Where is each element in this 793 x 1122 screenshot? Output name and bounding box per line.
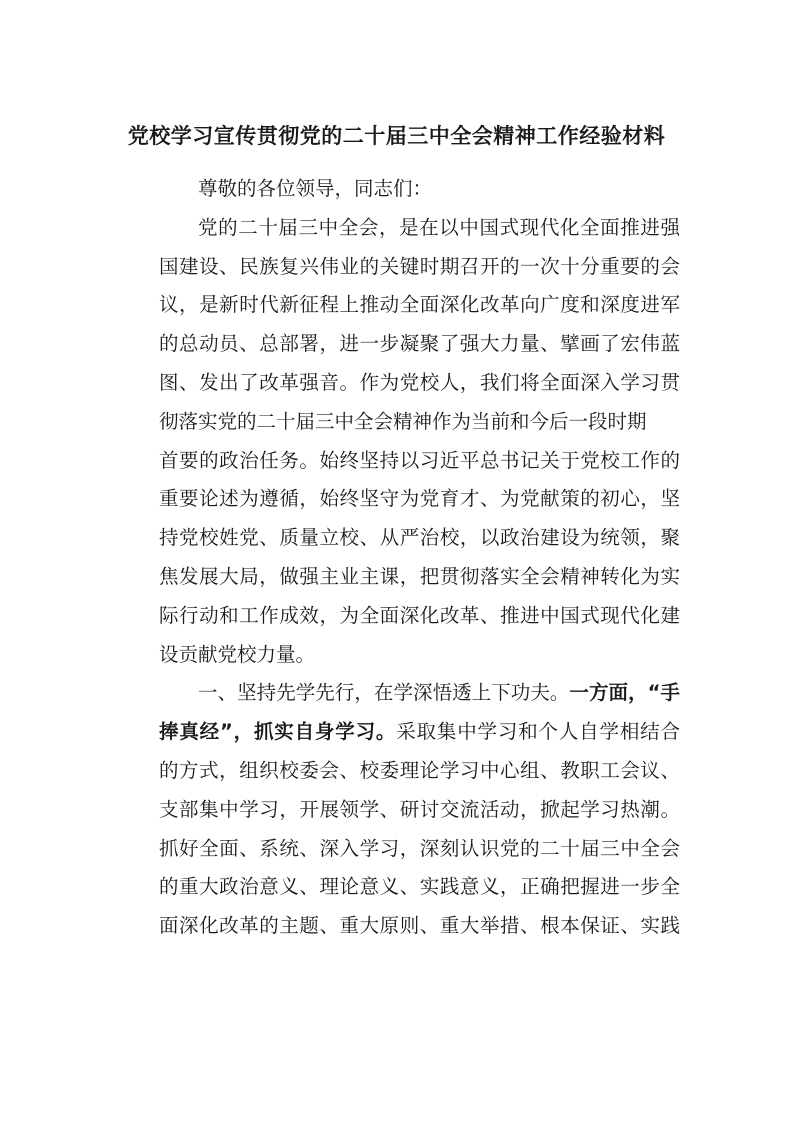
section-one-heading-line [120, 674, 680, 713]
paragraph-line: 党的二十届三中全会，是在以中国式现代化全面推进强 [198, 215, 680, 239]
paragraph-text: 采取集中学习和个人自学相结合 [396, 720, 680, 744]
paragraph-line: 设贡献党校力量。 [159, 642, 316, 666]
paragraph-section-one [120, 674, 680, 946]
emphasis-text: 捧真经”，抓实自身学习。 [159, 720, 397, 744]
salutation [120, 170, 680, 209]
paragraph-line: 的重大政治意义、理论意义、实践意义，正确把握进一步全 [159, 875, 680, 899]
paragraph-line: 彻落实党的二十届三中全会精神作为当前和今后一段时期 [159, 409, 647, 433]
paragraph-line: 焦发展大局，做强主业主课，把贯彻落实全会精神转化为实 [159, 564, 680, 588]
salutation-line: 尊敬的各位领导，同志们： [198, 177, 433, 200]
section-heading-text: 一、坚持先学先行，在学深悟透上下功夫。 [198, 681, 570, 705]
paragraph-line: 议，是新时代新征程上推动全面深化改革向广度和深度进军 [159, 293, 680, 317]
document-body [120, 170, 680, 946]
paragraph-line: 抓好全面、系统、深入学习，深刻认识党的二十届三中全会 [159, 836, 680, 860]
paragraph-line: 际行动和工作成效，为全面深化改革、推进中国式现代化建 [159, 603, 680, 627]
paragraph-line: 首要的政治任务。始终坚持以习近平总书记关于党校工作的 [159, 448, 680, 472]
paragraph-line: 的方式，组织校委会、校委理论学习中心组、教职工会议、 [159, 758, 680, 782]
document-title: 党校学习宣传贯彻党的二十届三中全会精神工作经验材料 [127, 124, 666, 148]
paragraph-line: 图、发出了改革强音。作为党校人，我们将全面深入学习贯 [159, 370, 680, 394]
paragraph-line: 支部集中学习，开展领学、研讨交流活动，掀起学习热潮。 [159, 797, 680, 821]
paragraph-line: 的总动员、总部署，进一步凝聚了强大力量、擘画了宏伟蓝 [159, 332, 680, 356]
paragraph-line: 国建设、民族复兴伟业的关键时期召开的一次十分重要的会 [159, 254, 680, 278]
section-one-second-line [120, 713, 680, 752]
paragraph-line: 重要论述为遵循，始终坚守为党育才、为党献策的初心，坚 [159, 487, 680, 511]
emphasis-text: 一方面，“手 [569, 681, 680, 705]
paragraph-intro [120, 209, 680, 675]
paragraph-line: 面深化改革的主题、重大原则、重大举措、根本保证、实践 [159, 914, 680, 938]
paragraph-line: 持党校姓党、质量立校、从严治校，以政治建设为统领，聚 [159, 526, 680, 550]
